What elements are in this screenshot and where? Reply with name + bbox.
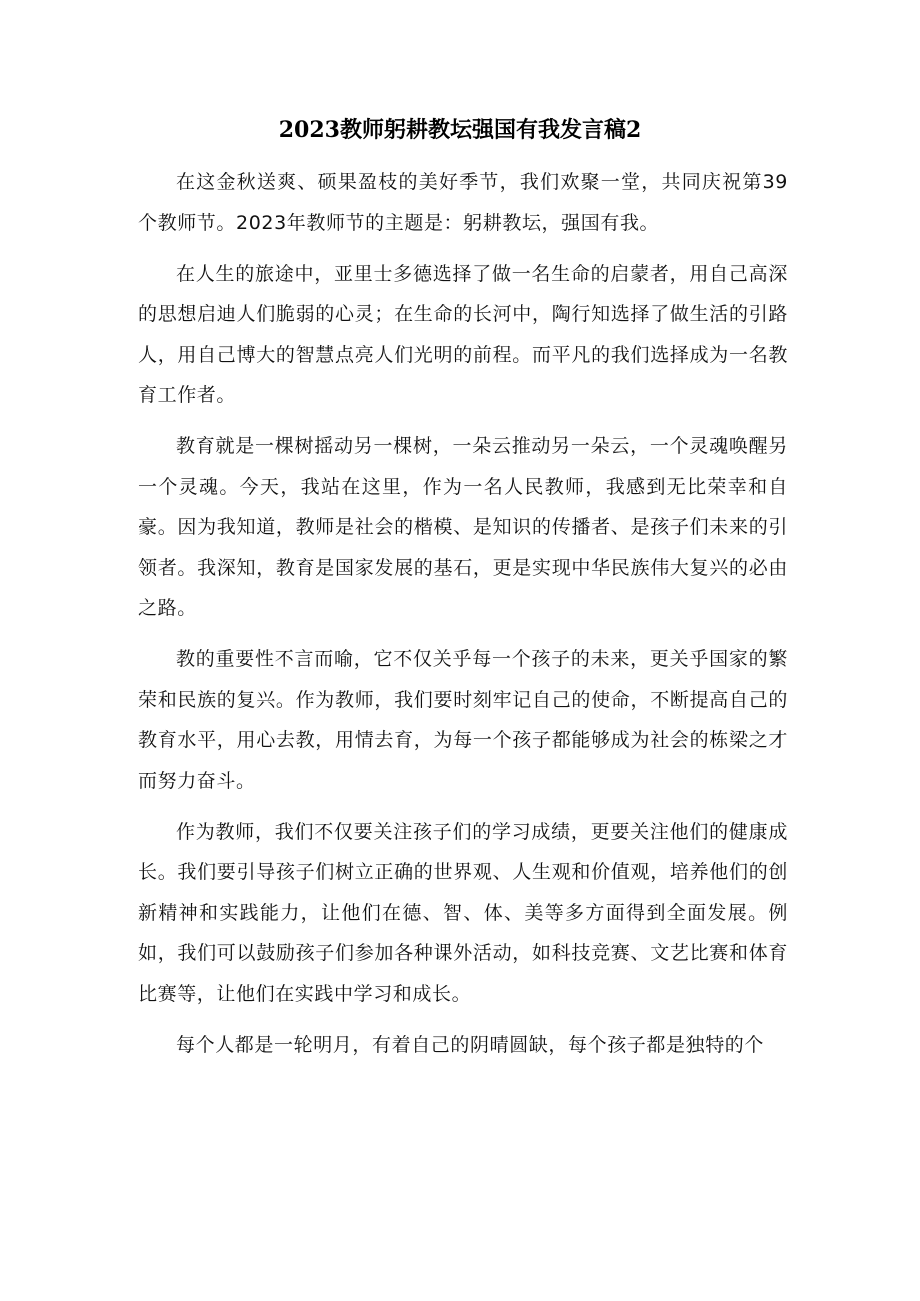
paragraph-6: 每个人都是一轮明月，有着自己的阴晴圆缺，每个孩子都是独特的个 [176,1033,765,1056]
paragraph-3: 教育就是一棵树摇动另一棵树，一朵云推动另一朵云，一个灵魂唤醒另一个灵魂。今天，我站在这里，作为一名人民教师，我感到无比荣幸和自豪。因为我知道，教师是社会的楷模、是知识的传播者、是孩子们未来的引领者。我深知，教育是国家发展的基石，更是实现中华民族伟大复兴的必由之路。 [138,435,788,619]
paragraph-4: 教的重要性不言而喻，它不仅关乎每一个孩子的未来，更关乎国家的繁荣和民族的复兴。作为教师，我们要时刻牢记自己的使命，不断提高自己的教育水平，用心去教，用情去育，为每一个孩子都能够成为社会的栋梁之才而努力奋斗。 [138,648,788,792]
paragraph-2: 在人生的旅途中，亚里士多德选择了做一名生命的启蒙者，用自己高深的思想启迪人们脆弱的心灵；在生命的长河中，陶行知选择了做生活的引路人，用自己博大的智慧点亮人们光明的前程。而平凡的我们选择成为一名教育工作者。 [138,262,788,406]
paragraph-1: 在这金秋送爽、硕果盈枝的美好季节，我们欢聚一堂，共同庆祝第39个教师节。2023年教师节的主题是：躬耕教坛，强国有我。 [138,171,788,234]
document-body [138,162,788,1076]
document-title: 2023教师躬耕教坛强国有我发言稿2 [278,117,642,143]
paragraph-5: 作为教师，我们不仅要关注孩子们的学习成绩，更要关注他们的健康成长。我们要引导孩子们树立正确的世界观、人生观和价值观，培养他们的创新精神和实践能力，让他们在德、智、体、美等多方面得到全面发展。例如，我们可以鼓励孩子们参加各种课外活动，如科技竞赛、文艺比赛和体育比赛等，让他们在实践中学习和成长。 [138,820,788,1005]
